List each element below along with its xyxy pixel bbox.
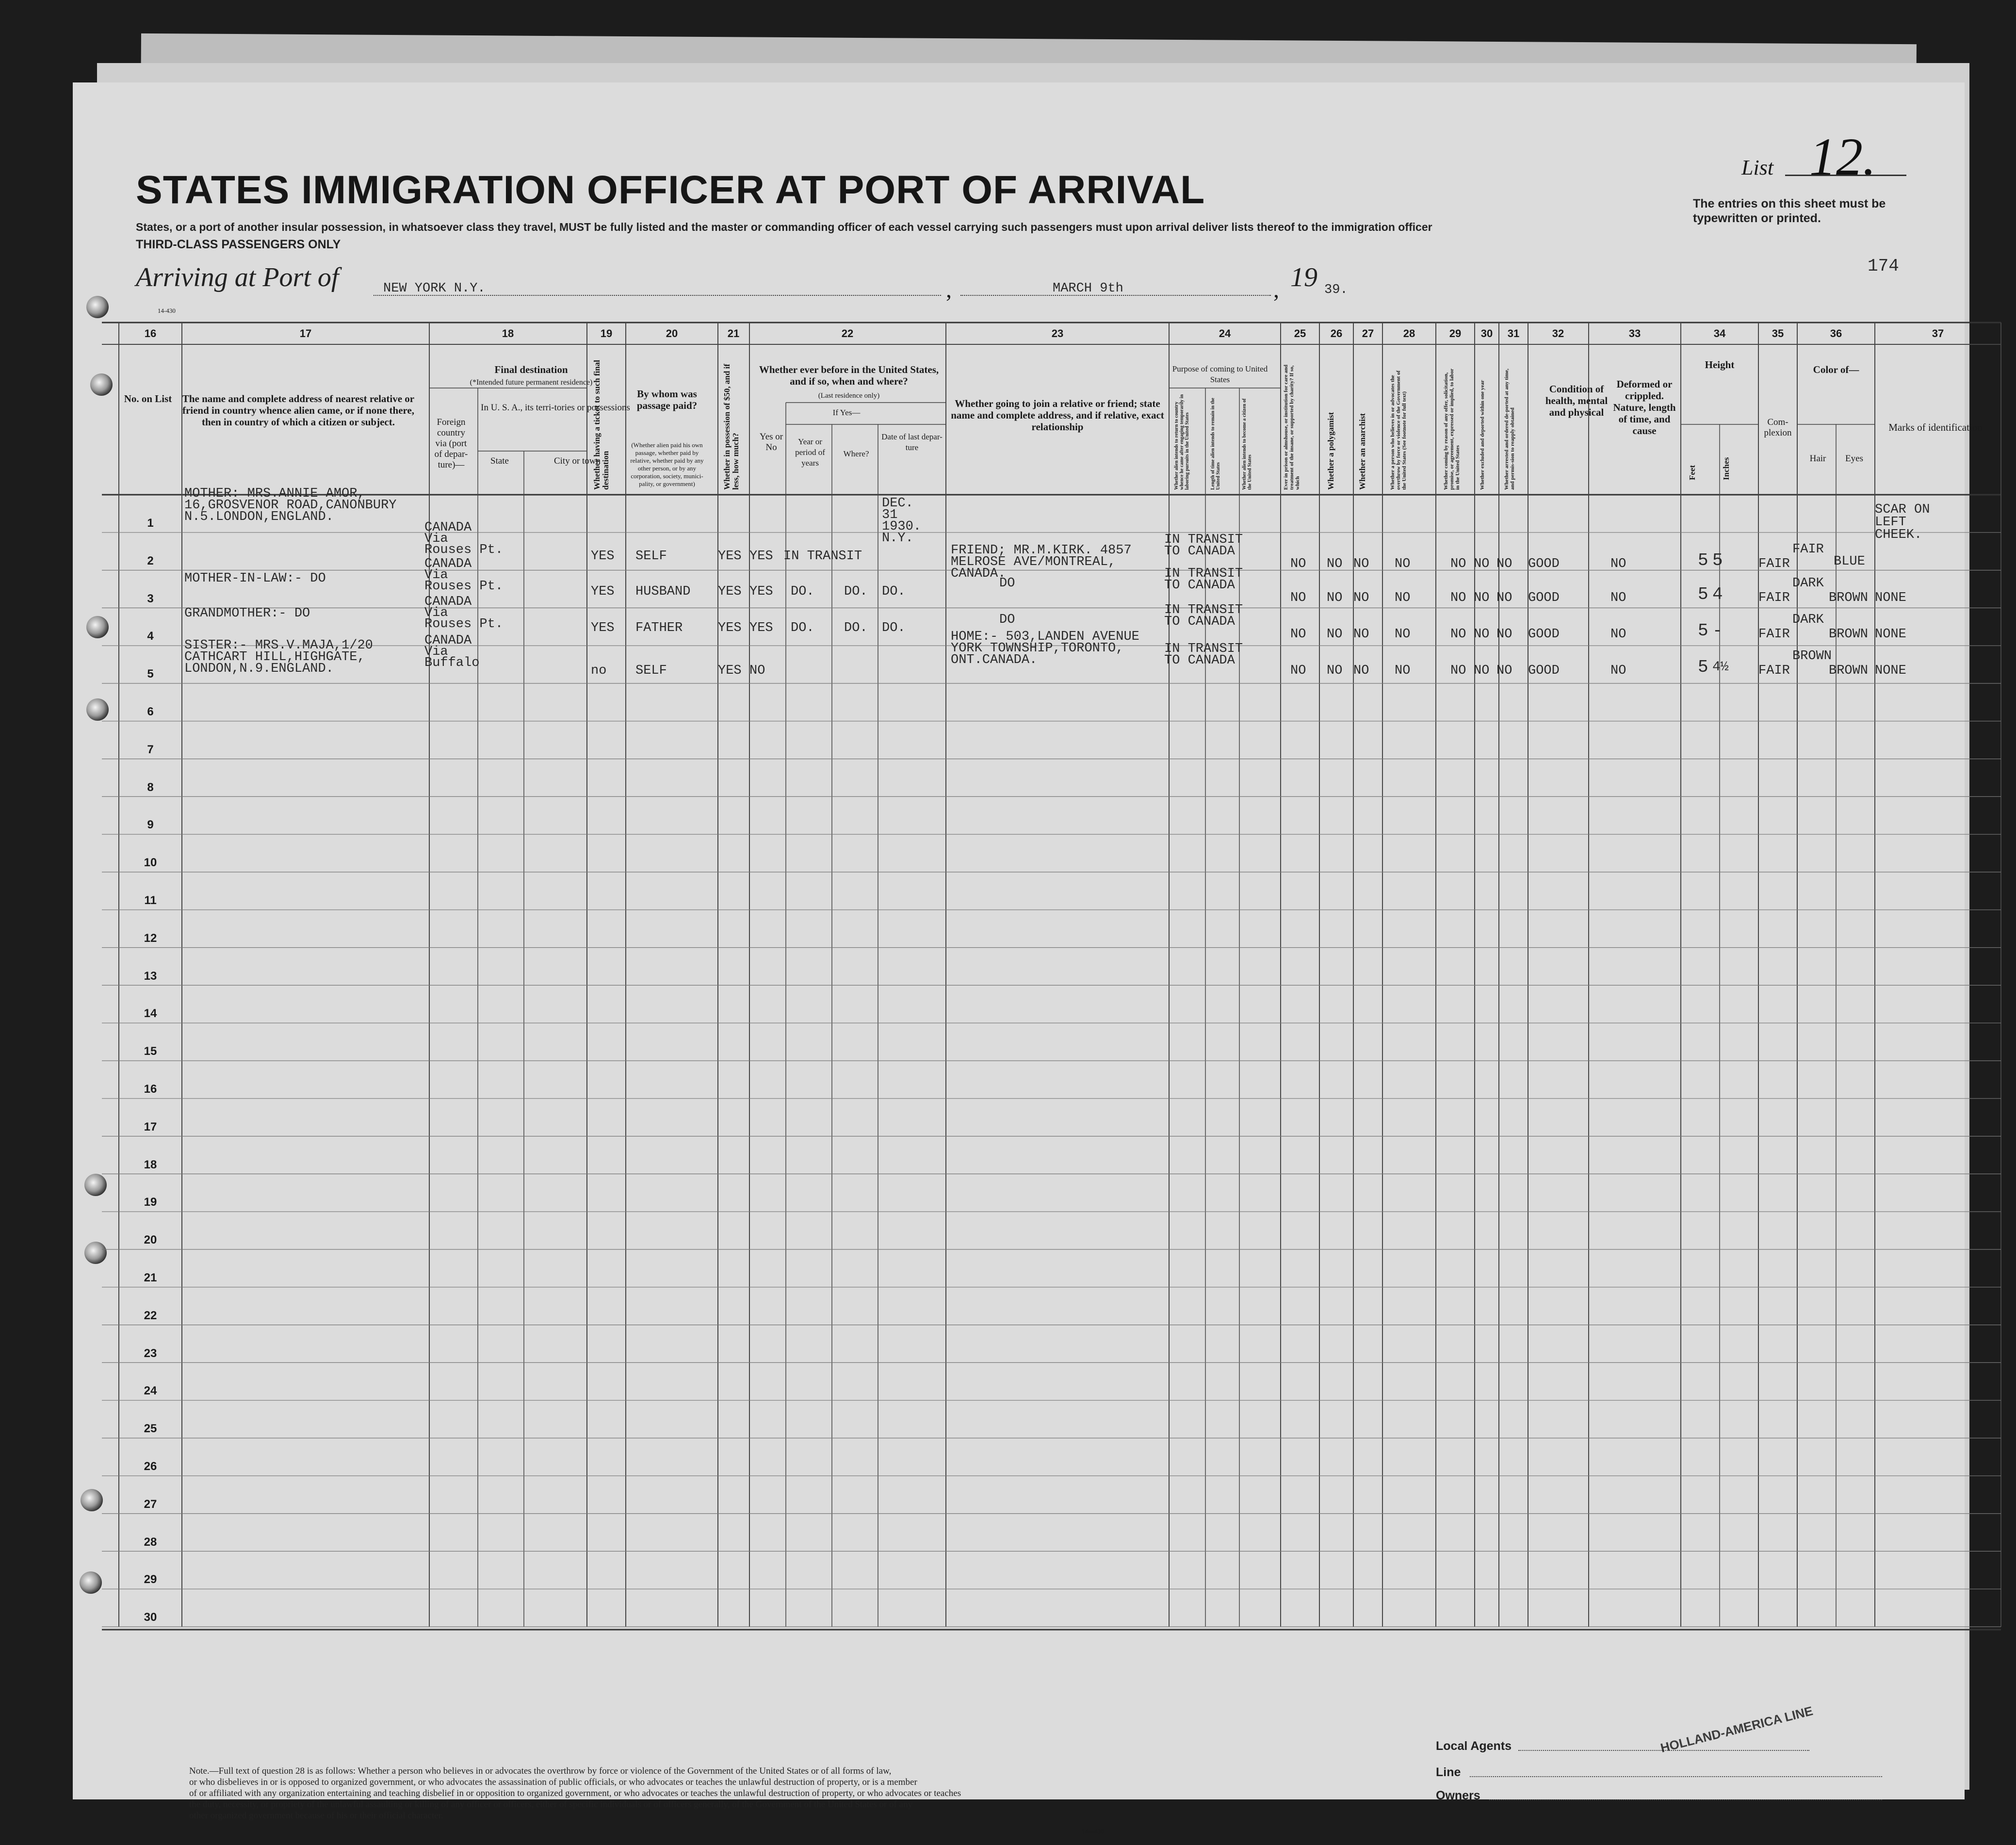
destination: CANADA	[424, 595, 472, 609]
column-number: 18	[502, 327, 514, 340]
header-height: Height	[1705, 359, 1735, 371]
ticket-value: YES	[591, 621, 615, 635]
port-comma: ,	[946, 277, 952, 303]
health-value: GOOD	[1528, 557, 1560, 571]
list-label: List	[1741, 156, 1774, 179]
header-year-period: Year or period of years	[795, 437, 825, 468]
row-number: 13	[144, 969, 157, 983]
eyes-value: BROWN	[1829, 591, 1869, 605]
excluded-value: NO	[1474, 591, 1490, 605]
hair-value: DARK	[1792, 613, 1824, 627]
column-number: 31	[1507, 327, 1520, 340]
fifty-dollars-value: YES	[718, 549, 742, 564]
column-number: 16	[144, 327, 157, 340]
row-number: 3	[147, 592, 154, 605]
marks-value: LEFT	[1875, 515, 1906, 530]
inches-value: 4½	[1712, 660, 1729, 675]
line-field	[1470, 1776, 1882, 1777]
header-purpose-return: Whether alien intends to return to country whence he came after engaging temporarily in laboring pursuits in the United States	[1174, 394, 1190, 490]
row-number: 14	[144, 1007, 157, 1020]
row-number: 30	[144, 1611, 157, 1624]
ticket-value: YES	[591, 549, 615, 564]
row-number: 1	[147, 517, 154, 530]
column-number: 20	[666, 327, 678, 340]
excluded-value: NO	[1474, 557, 1490, 571]
before-years: DO.	[791, 584, 814, 599]
header-offer-labor: Whether coming by reason of any offer, solicitation, promise, or agreement, expressed or implied, to labor in the United States	[1443, 369, 1461, 490]
destination: CANADA	[424, 557, 472, 571]
header-ticket: Whether having a ticket to such final destination	[592, 360, 610, 490]
ticket-value: YES	[591, 584, 615, 599]
join-relative: DO	[999, 613, 1015, 627]
prison-value: NO	[1290, 664, 1306, 678]
header-join-relative: Whether going to join a relative or friend; state name and complete address, and if relative, exact relationship	[951, 398, 1164, 433]
holland-america-stamp: HOLLAND-AMERICA LINE	[1659, 1703, 1815, 1756]
anarchist-value: NO	[1353, 557, 1369, 571]
before-where: DO.	[844, 584, 868, 599]
offer-labor-value: NO	[1450, 664, 1466, 678]
eyes-value: BLUE	[1834, 554, 1865, 569]
purpose: IN TRANSIT	[1164, 603, 1243, 617]
relative-address: LONDON,N.9.ENGLAND.	[184, 662, 334, 676]
hair-value: DARK	[1792, 576, 1824, 591]
row-number: 17	[144, 1120, 157, 1133]
footnote-line: or who disbelieves in or is opposed to organized government, or who advocates the assassination of public officials, or who advocates or teaches the unlawful destruction of property, or is a member	[189, 1777, 917, 1787]
destination: CANADA	[424, 633, 472, 648]
header-yes-or-no: Yes or No	[759, 432, 783, 453]
before-date: 31	[882, 508, 898, 522]
header-if-yes: If Yes—	[832, 408, 861, 417]
paid-by-value: SELF	[635, 549, 667, 564]
arrested-value: NO	[1496, 627, 1512, 642]
feet-value: 5	[1698, 621, 1708, 641]
prison-value: NO	[1290, 627, 1306, 642]
line-label: Line	[1436, 1765, 1461, 1779]
header-instructions: States, or a port of another insular possession, in whatsoever class they travel, MUST be fully listed and the master or commanding officer of each vessel carrying such passengers must upon arrival deliver lists thereof to the immigration officer	[136, 221, 1432, 233]
feet-value: 5	[1698, 657, 1708, 677]
health-value: GOOD	[1528, 664, 1560, 678]
footnote-line: Note.—Full text of question 28 is as follows: Whether a person who believes in or advocates the overthrow by force or violence of the Government of the United States or of all forms of law,	[189, 1766, 892, 1776]
fifty-dollars-value: YES	[718, 584, 742, 599]
column-number: 21	[727, 327, 740, 340]
owners-field	[1489, 1799, 1882, 1800]
relative-address: 16,GROSVENOR ROAD,CANONBURY	[184, 498, 397, 513]
column-number: 25	[1294, 327, 1306, 340]
before-yes-no: YES	[749, 621, 773, 635]
local-agents-label: Local Agents	[1436, 1739, 1512, 1753]
anarchist-value: NO	[1353, 627, 1369, 642]
column-number: 33	[1628, 327, 1641, 340]
row-number: 28	[144, 1535, 157, 1549]
join-relative: CANADA.	[951, 566, 1006, 581]
relative-address: N.5.LONDON,ENGLAND.	[184, 510, 334, 524]
row-number: 11	[144, 894, 157, 907]
arrested-value: NO	[1496, 591, 1512, 605]
polygamist-value: NO	[1327, 664, 1343, 678]
header-purpose-length: Length of time alien intends to remain in the United States	[1210, 398, 1221, 490]
page-number: 174	[1868, 256, 1899, 276]
footnote-line: the duty, necessity, or propriety of the unlawful assaulting or killing of any officer or officers, either of specific individuals or of officers generally, of the Government of the United States or of any	[189, 1799, 913, 1810]
header-hair: Hair	[1809, 453, 1826, 464]
join-relative: YORK TOWNSHIP,TORONTO,	[951, 641, 1124, 656]
date-value: MARCH 9th	[1053, 281, 1123, 296]
header-complexion: Com-plexion	[1764, 417, 1792, 438]
header-foreign-country: Foreign country via (port of depar-ture)—	[434, 417, 468, 470]
complexion-value: FAIR	[1758, 627, 1790, 642]
destination: Buffalo	[424, 656, 480, 670]
row-number: 27	[144, 1497, 157, 1511]
header-final-destination: Final destination	[494, 364, 568, 375]
health-value: GOOD	[1528, 591, 1560, 605]
third-class-label: THIRD-CLASS PASSENGERS ONLY	[136, 238, 341, 251]
manifest-sheet	[73, 82, 1983, 1835]
destination: Rouses Pt.	[424, 543, 504, 557]
destination: Rouses Pt.	[424, 579, 504, 594]
footnote	[189, 1765, 961, 1821]
purpose: IN TRANSIT	[1164, 566, 1243, 581]
row-number: 24	[144, 1384, 157, 1398]
arrested-value: NO	[1496, 664, 1512, 678]
column-number: 34	[1713, 327, 1726, 340]
anarchist-value: NO	[1353, 664, 1369, 678]
destination: Via	[424, 645, 448, 659]
join-relative: FRIEND; MR.M.KIRK. 4857	[951, 543, 1132, 558]
header-passage-note: (Whether alien paid his own passage, whether paid by relative, whether paid by any other person, or by any corporation, society, munici-pality, or government)	[630, 441, 704, 487]
header-date-departure: Date of last depar-ture	[881, 432, 943, 452]
row-number: 22	[144, 1309, 157, 1322]
row-number: 16	[144, 1083, 157, 1096]
join-relative: DO	[999, 576, 1015, 591]
overthrow-value: NO	[1395, 557, 1411, 571]
row-number: 4	[147, 630, 154, 643]
before-yes-no: YES	[749, 584, 773, 599]
arriving-label: Arriving at Port of	[136, 262, 339, 292]
header-overthrow: Whether a person who believes in or advocates the overthrow by force or violence of the Government of the United States (See footnote for full text)	[1390, 370, 1407, 490]
footnote-line: other organized government because of his or their official character.	[189, 1811, 443, 1821]
complexion-value: FAIR	[1758, 664, 1790, 678]
purpose: TO CANADA	[1164, 544, 1235, 559]
column-number: 23	[1051, 327, 1064, 340]
marks-value: NONE	[1875, 627, 1906, 642]
destination: CANADA	[424, 520, 472, 535]
overthrow-value: NO	[1395, 591, 1411, 605]
fifty-dollars-value: YES	[718, 664, 742, 678]
paid-by-value: FATHER	[635, 621, 683, 635]
before-date: DO.	[882, 584, 906, 599]
header-excluded: Whether excluded and deported within one year	[1479, 380, 1485, 490]
page-title: STATES IMMIGRATION OFFICER AT PORT OF ARRIVAL	[136, 168, 1205, 212]
arrested-value: NO	[1496, 557, 1512, 571]
header-usa-territories: In U. S. A., its terri-tories or possessions	[481, 403, 630, 413]
offer-labor-value: NO	[1450, 557, 1466, 571]
before-date: DO.	[882, 621, 906, 635]
offer-labor-value: NO	[1450, 591, 1466, 605]
polygamist-value: NO	[1327, 627, 1343, 642]
relative-address: MOTHER-IN-LAW:- DO	[184, 571, 326, 586]
column-number: 17	[299, 327, 312, 340]
column-number: 27	[1362, 327, 1374, 340]
column-number: 19	[600, 327, 613, 340]
marks-value: CHEEK.	[1875, 528, 1922, 542]
purpose: TO CANADA	[1164, 653, 1235, 668]
header-feet: Feet	[1688, 465, 1697, 480]
header-city: City or town	[553, 456, 601, 466]
column-number: 30	[1480, 327, 1493, 340]
manifest-grid	[73, 82, 1965, 1799]
fifty-dollars-value: YES	[718, 621, 742, 635]
polygamist-value: NO	[1327, 591, 1343, 605]
marks-value: NONE	[1875, 664, 1906, 678]
row-number: 6	[147, 705, 154, 718]
header-final-destination-note: (*Intended future permanent residence)	[470, 378, 593, 387]
destination: Via	[424, 532, 448, 546]
eyes-value: BROWN	[1829, 627, 1869, 642]
destination: Rouses Pt.	[424, 617, 504, 631]
row-number: 10	[144, 856, 157, 870]
form-code-bottom: 14—430	[1082, 1828, 1104, 1835]
row-number: 21	[144, 1271, 157, 1284]
hair-value: BROWN	[1792, 649, 1832, 664]
destination: Via	[424, 606, 448, 620]
polygamist-value: NO	[1327, 557, 1343, 571]
purpose: TO CANADA	[1164, 615, 1235, 629]
marks-value: SCAR ON	[1875, 502, 1930, 517]
row-number: 23	[144, 1346, 157, 1360]
purpose: TO CANADA	[1164, 578, 1235, 593]
header-purpose: Purpose of coming to United States	[1172, 364, 1268, 384]
row-number: 9	[147, 818, 154, 832]
column-number: 32	[1552, 327, 1564, 340]
row-number: 26	[144, 1460, 157, 1473]
row-number: 25	[144, 1422, 157, 1436]
feet-value: 5	[1698, 550, 1708, 570]
deformed-value: NO	[1610, 591, 1626, 605]
list-number: 12.	[1809, 127, 1876, 186]
header-no-on-list: No. on List	[124, 393, 172, 405]
form-code: 14-430	[158, 307, 176, 314]
year-suffix: 39.	[1324, 283, 1348, 297]
row-number: 18	[144, 1158, 157, 1171]
column-number: 24	[1219, 327, 1231, 340]
overthrow-value: NO	[1395, 664, 1411, 678]
complexion-value: FAIR	[1758, 591, 1790, 605]
column-number: 36	[1830, 327, 1842, 340]
entries-note: The entries on this sheet must be typewritten or printed.	[1693, 197, 1886, 225]
complexion-value: FAIR	[1758, 557, 1790, 571]
header-deformed: Deformed or crippled. Nature, length of time, and cause	[1613, 378, 1676, 437]
inches-value: 4	[1712, 584, 1723, 604]
before-yes-no: YES	[749, 549, 773, 564]
anarchist-value: NO	[1353, 591, 1369, 605]
header-nearest-relative: The name and complete address of nearest relative or friend in country whence alien came, or if none there, then in country of which a citizen or subject.	[182, 393, 415, 428]
row-number: 15	[144, 1045, 157, 1058]
header-purpose-citizen: Whether alien intends to become a citizen of the United States	[1242, 398, 1252, 490]
column-number: 29	[1449, 327, 1462, 340]
relative-address: SISTER:- MRS.V.MAJA,1/20	[184, 638, 373, 653]
join-relative: MELROSE AVE/MONTREAL,	[951, 555, 1116, 569]
prison-value: NO	[1290, 557, 1306, 571]
before-yes-no: NO	[749, 664, 765, 678]
header-prison: Ever in prison or almshouse, or institution for care and treatment of the insane, or supported by charity? If so, which	[1283, 364, 1301, 490]
header-color-of: Color of—	[1813, 364, 1859, 375]
column-number: 28	[1403, 327, 1415, 340]
header-anarchist: Whether an anarchist	[1358, 413, 1367, 490]
column-number: 22	[841, 327, 854, 340]
before-date: 1930.	[882, 519, 922, 534]
row-number: 12	[144, 931, 157, 945]
marks-value: NONE	[1875, 591, 1906, 605]
overthrow-value: NO	[1395, 627, 1411, 642]
before-date: DEC.	[882, 496, 913, 511]
paid-by-value: SELF	[635, 664, 667, 678]
column-number: 37	[1932, 327, 1944, 340]
deformed-value: NO	[1610, 557, 1626, 571]
port-value: NEW YORK N.Y.	[383, 281, 486, 296]
header-health: Condition of health, mental and physical	[1545, 383, 1608, 418]
header-passage-paid: By whom was passage paid?	[636, 388, 698, 411]
row-number: 7	[147, 743, 154, 756]
row-number: 29	[144, 1573, 157, 1586]
year-prefix: 19	[1290, 262, 1317, 292]
header-arrested: Whether arrested and ordered de-ported at any time, and permis-sion to reapply obtained	[1504, 369, 1515, 490]
row-number: 20	[144, 1233, 157, 1247]
header-fifty-dollars: Whether in possession of $50, and if less, how much?	[722, 364, 740, 490]
paid-by-value: HUSBAND	[635, 584, 691, 599]
eyes-value: BROWN	[1829, 664, 1869, 678]
deformed-value: NO	[1610, 627, 1626, 642]
hair-value: FAIR	[1792, 542, 1824, 557]
column-number: 26	[1330, 327, 1343, 340]
excluded-value: NO	[1474, 627, 1490, 642]
relative-address: CATHCART HILL,HIGHGATE,	[184, 650, 365, 664]
owners-label: Owners	[1436, 1789, 1480, 1802]
row-number: 8	[147, 780, 154, 794]
header-ever-before-note: (Last residence only)	[818, 392, 880, 400]
header-polygamist: Whether a polygamist	[1326, 412, 1335, 490]
date-comma: ,	[1273, 277, 1279, 303]
feet-value: 5	[1698, 584, 1708, 604]
ticket-value: no	[591, 664, 607, 678]
footnote-line: of or affiliated with any organization entertaining and teaching disbelief in or opposition to organized government, or who advocates or teaches the unlawful destruction of property, or who advocates or teaches	[189, 1788, 961, 1798]
join-relative: HOME:- 503,LANDEN AVENUE	[951, 630, 1139, 644]
relative-address: MOTHER: MRS.ANNIE AMOR,	[184, 486, 365, 501]
column-number: 35	[1772, 327, 1784, 340]
header-ever-before: Whether ever before in the United States, and if so, when and where?	[759, 364, 939, 387]
row-number: 2	[147, 554, 154, 567]
prison-value: NO	[1290, 591, 1306, 605]
purpose: IN TRANSIT	[1164, 533, 1243, 547]
header-state: State	[490, 456, 509, 466]
row-number: 5	[147, 667, 154, 681]
header-inches: Inches	[1722, 457, 1731, 480]
offer-labor-value: NO	[1450, 627, 1466, 642]
row-number: 19	[144, 1196, 157, 1209]
inches-value: -	[1712, 621, 1723, 641]
before-date: N.Y.	[882, 531, 913, 546]
before-years: DO.	[791, 621, 814, 635]
purpose: IN TRANSIT	[1164, 642, 1243, 656]
health-value: GOOD	[1528, 627, 1560, 642]
header-eyes: Eyes	[1845, 453, 1863, 464]
relative-address: GRANDMOTHER:- DO	[184, 606, 310, 621]
header-where: Where?	[843, 449, 869, 458]
before-years: IN TRANSIT	[783, 549, 862, 564]
join-relative: ONT.CANADA.	[951, 653, 1038, 667]
before-where: DO.	[844, 621, 868, 635]
deformed-value: NO	[1610, 664, 1626, 678]
destination: Via	[424, 568, 448, 583]
excluded-value: NO	[1474, 664, 1490, 678]
header-marks: Marks of identification	[1888, 421, 1983, 433]
inches-value: 5	[1712, 550, 1723, 570]
